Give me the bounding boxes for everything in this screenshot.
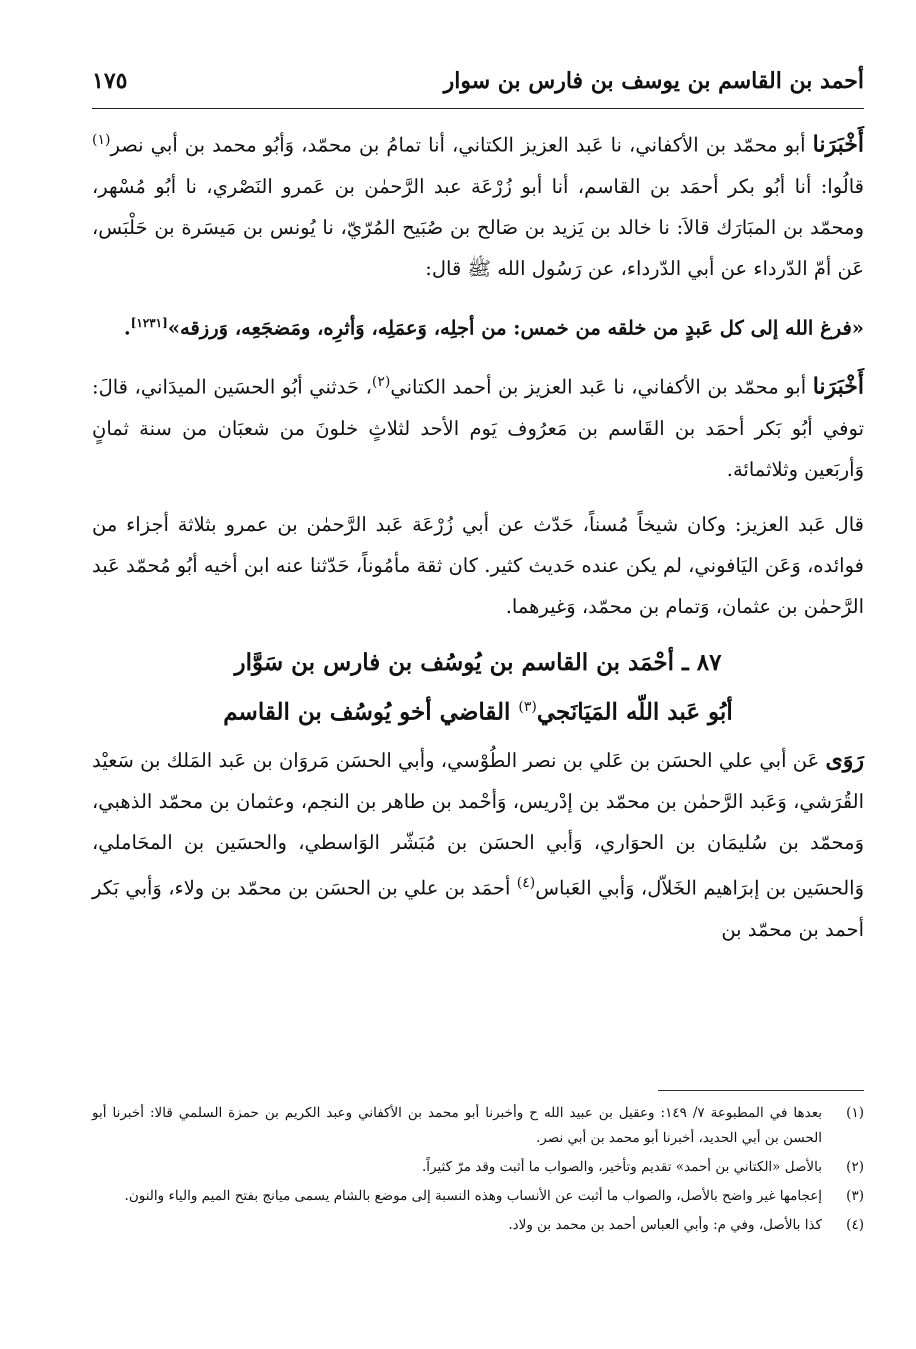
paragraph-1-part2: قالُوا: أنا أبُو بكر أحمَد بن القاسم، أنا أبو زُرْعَة عبد الرَّحمٰن بن عَمرو النَصْري، نا أبُو مُسْهر، ومحمّد بن المبَارَك قالاَ: نا خالد بن يَزيد بن صَالح بن صُبَيح المُرّيّ، نا يُونس بن مَيسَرة بن حَلْبَس، عَن أمّ الدّرداء عن أبي الدّرداء، عن رَسُول الله ﷺ قال: bbox=[92, 174, 864, 280]
paragraph-1 bbox=[92, 120, 864, 289]
paragraph-3-text: قال عَبد العزيز: وكان شيخاً مُسناً، حَدّث عن أبي زُرْعَة عَبد الرَّحمٰن بن عمرو بثلاثة أجزاء من فوائده، وَعَن اليَافوني، لم يكن عنده حَديث كثير. كان ثقة مأمُوناً، حَدّثنا عنه ابن أخيه أبُو مُحمّد عَبد الرَّحمٰن بن عثمان، وَتمام بن محمّد، وَغيرهما. bbox=[92, 512, 864, 618]
page-number: ١٧٥ bbox=[92, 68, 128, 94]
footnote-ref-1[interactable]: (١) bbox=[92, 132, 111, 148]
hadith-quote: «فرغ الله إلى كل عَبدٍ من خلقه من خمس: من أجلِه، وَعمَلِه، وَأثرِه، ومَضجَعِه، وَرزقه»[١٢٣١]. bbox=[123, 315, 864, 339]
entry-heading-line-2a: أبُو عَبد اللّه المَيَانَجي bbox=[536, 698, 733, 726]
footnote-ref-3[interactable]: (٣) bbox=[518, 698, 537, 715]
footnote-4-text: كذا بالأصل، وفي م: وأبي العباس أحمد بن محمد بن ولاد. bbox=[508, 1217, 822, 1233]
footnote-3-number: (٣) bbox=[846, 1188, 864, 1204]
footnote-2-text: بالأصل «الكتاني بن أحمد» تقديم وتأخير، والصواب ما أثبت وقد مرّ كثيراً. bbox=[421, 1159, 822, 1175]
paragraph-4-part2: أحمَد بن علي بن الحسَن بن محمّد بن ولاء، وَأبي بَكر أحمد بن محمّد بن bbox=[92, 876, 864, 941]
footnote-ref-4[interactable]: (٤) bbox=[516, 875, 536, 892]
footnote-ref-2[interactable]: (٢) bbox=[371, 374, 391, 390]
running-head bbox=[92, 62, 864, 109]
paragraph-3 bbox=[92, 504, 864, 627]
footnote-1-number: (١) bbox=[846, 1105, 864, 1121]
hadith-quote-text: «فرغ الله إلى كل عَبدٍ من خلقه من خمس: من أجلِه، وَعمَلِه، وَأثرِه، ومَضجَعِه، وَرزقه» bbox=[167, 316, 864, 339]
footnote-3 bbox=[92, 1184, 864, 1209]
entry-heading-line-1: ٨٧ ـ أحْمَد بن القاسم بن يُوسُف بن فارس بن سَوَّار bbox=[234, 648, 722, 676]
paragraph-2-part2: ، حَدثني أبُو الحسَين الميدَاني، قالَ: توفي أبُو بَكر أحمَد بن القَاسم بن مَعرُوف يَوم الأحد لثلاثٍ خلونَ من شعبَان من سنة ثمانٍ وَأربَعين وثلاثمائة. bbox=[92, 375, 864, 481]
paragraph-2-part1: أبو محمّد بن الأكفاني، نا عَبد العزيز بن أحمد الكتاني bbox=[390, 375, 807, 399]
paragraph-1-lead: أَخْبَرَنا bbox=[812, 131, 864, 158]
main-text bbox=[92, 120, 864, 964]
footnote-2 bbox=[92, 1155, 864, 1180]
footnote-4 bbox=[92, 1213, 864, 1238]
footnote-divider bbox=[658, 1090, 864, 1091]
paragraph-4-part1: عَن أبي علي الحسَن بن عَلي بن نصر الطُوْسي، وأبي الحسَن مَروَان بن عَبد المَلك بن سَعيْد القُرَشي، وَعَبد الرَّحمٰن بن محمّد بن إدْريس، وَأحْمد بن طاهر بن النجم، وعثمان بن محمّد الذهبي، وَمحمّد بن سُليمَان بن الحوَاري، وَأبي الحسَن بن مُبَشّر الوَاسطي، والحسَين بن المحَاملي، وَالحسَين بن إبرَاهيم الخَلاّل، وَأبي العَباس bbox=[92, 749, 865, 900]
entry-heading bbox=[92, 641, 864, 735]
footnotes bbox=[92, 1090, 864, 1242]
paragraph-2 bbox=[92, 362, 864, 490]
footnote-1-text: بعدها في المطبوعة ٧/ ١٤٩: وعقيل بن عبيد الله ح وأخبرنا أبو محمد بن الأكفاني وعبد الكريم بن حمزة السلمي قالا: أخبرنا أبو الحسن بن أبي الحديد، أخبرنا أبو محمد بن أبي نصر. bbox=[92, 1105, 822, 1146]
paragraph-4-lead: رَوَى bbox=[825, 747, 865, 774]
running-title: أحمد بن القاسم بن يوسف بن فارس بن سوار bbox=[443, 68, 864, 94]
paragraph-2-lead: أَخْبَرَنا bbox=[812, 373, 865, 400]
footnote-2-number: (٢) bbox=[846, 1159, 864, 1175]
footnote-1 bbox=[92, 1101, 864, 1151]
entry-heading-line-2b: القاضي أخو يُوسُف بن القاسم bbox=[223, 698, 511, 726]
paragraph-4 bbox=[92, 740, 864, 950]
paragraph-1-part1: أبو محمّد بن الأكفاني، نا عَبد العزيز الكتاني، أنا تمامُ بن محمّد، وَأبُو محمد بن أبي نصر bbox=[110, 133, 806, 157]
entry-heading-line-2 bbox=[92, 685, 864, 735]
footnote-3-text: إعجامها غير واضح بالأصل، والصواب ما أثبت عن الأنساب وهذه النسبة إلى موضع بالشام يسمى ميانج بفتح الميم والياء والنون. bbox=[124, 1188, 822, 1204]
hadith-number: [١٢٣١] bbox=[130, 315, 168, 330]
footnote-4-number: (٤) bbox=[846, 1217, 864, 1233]
